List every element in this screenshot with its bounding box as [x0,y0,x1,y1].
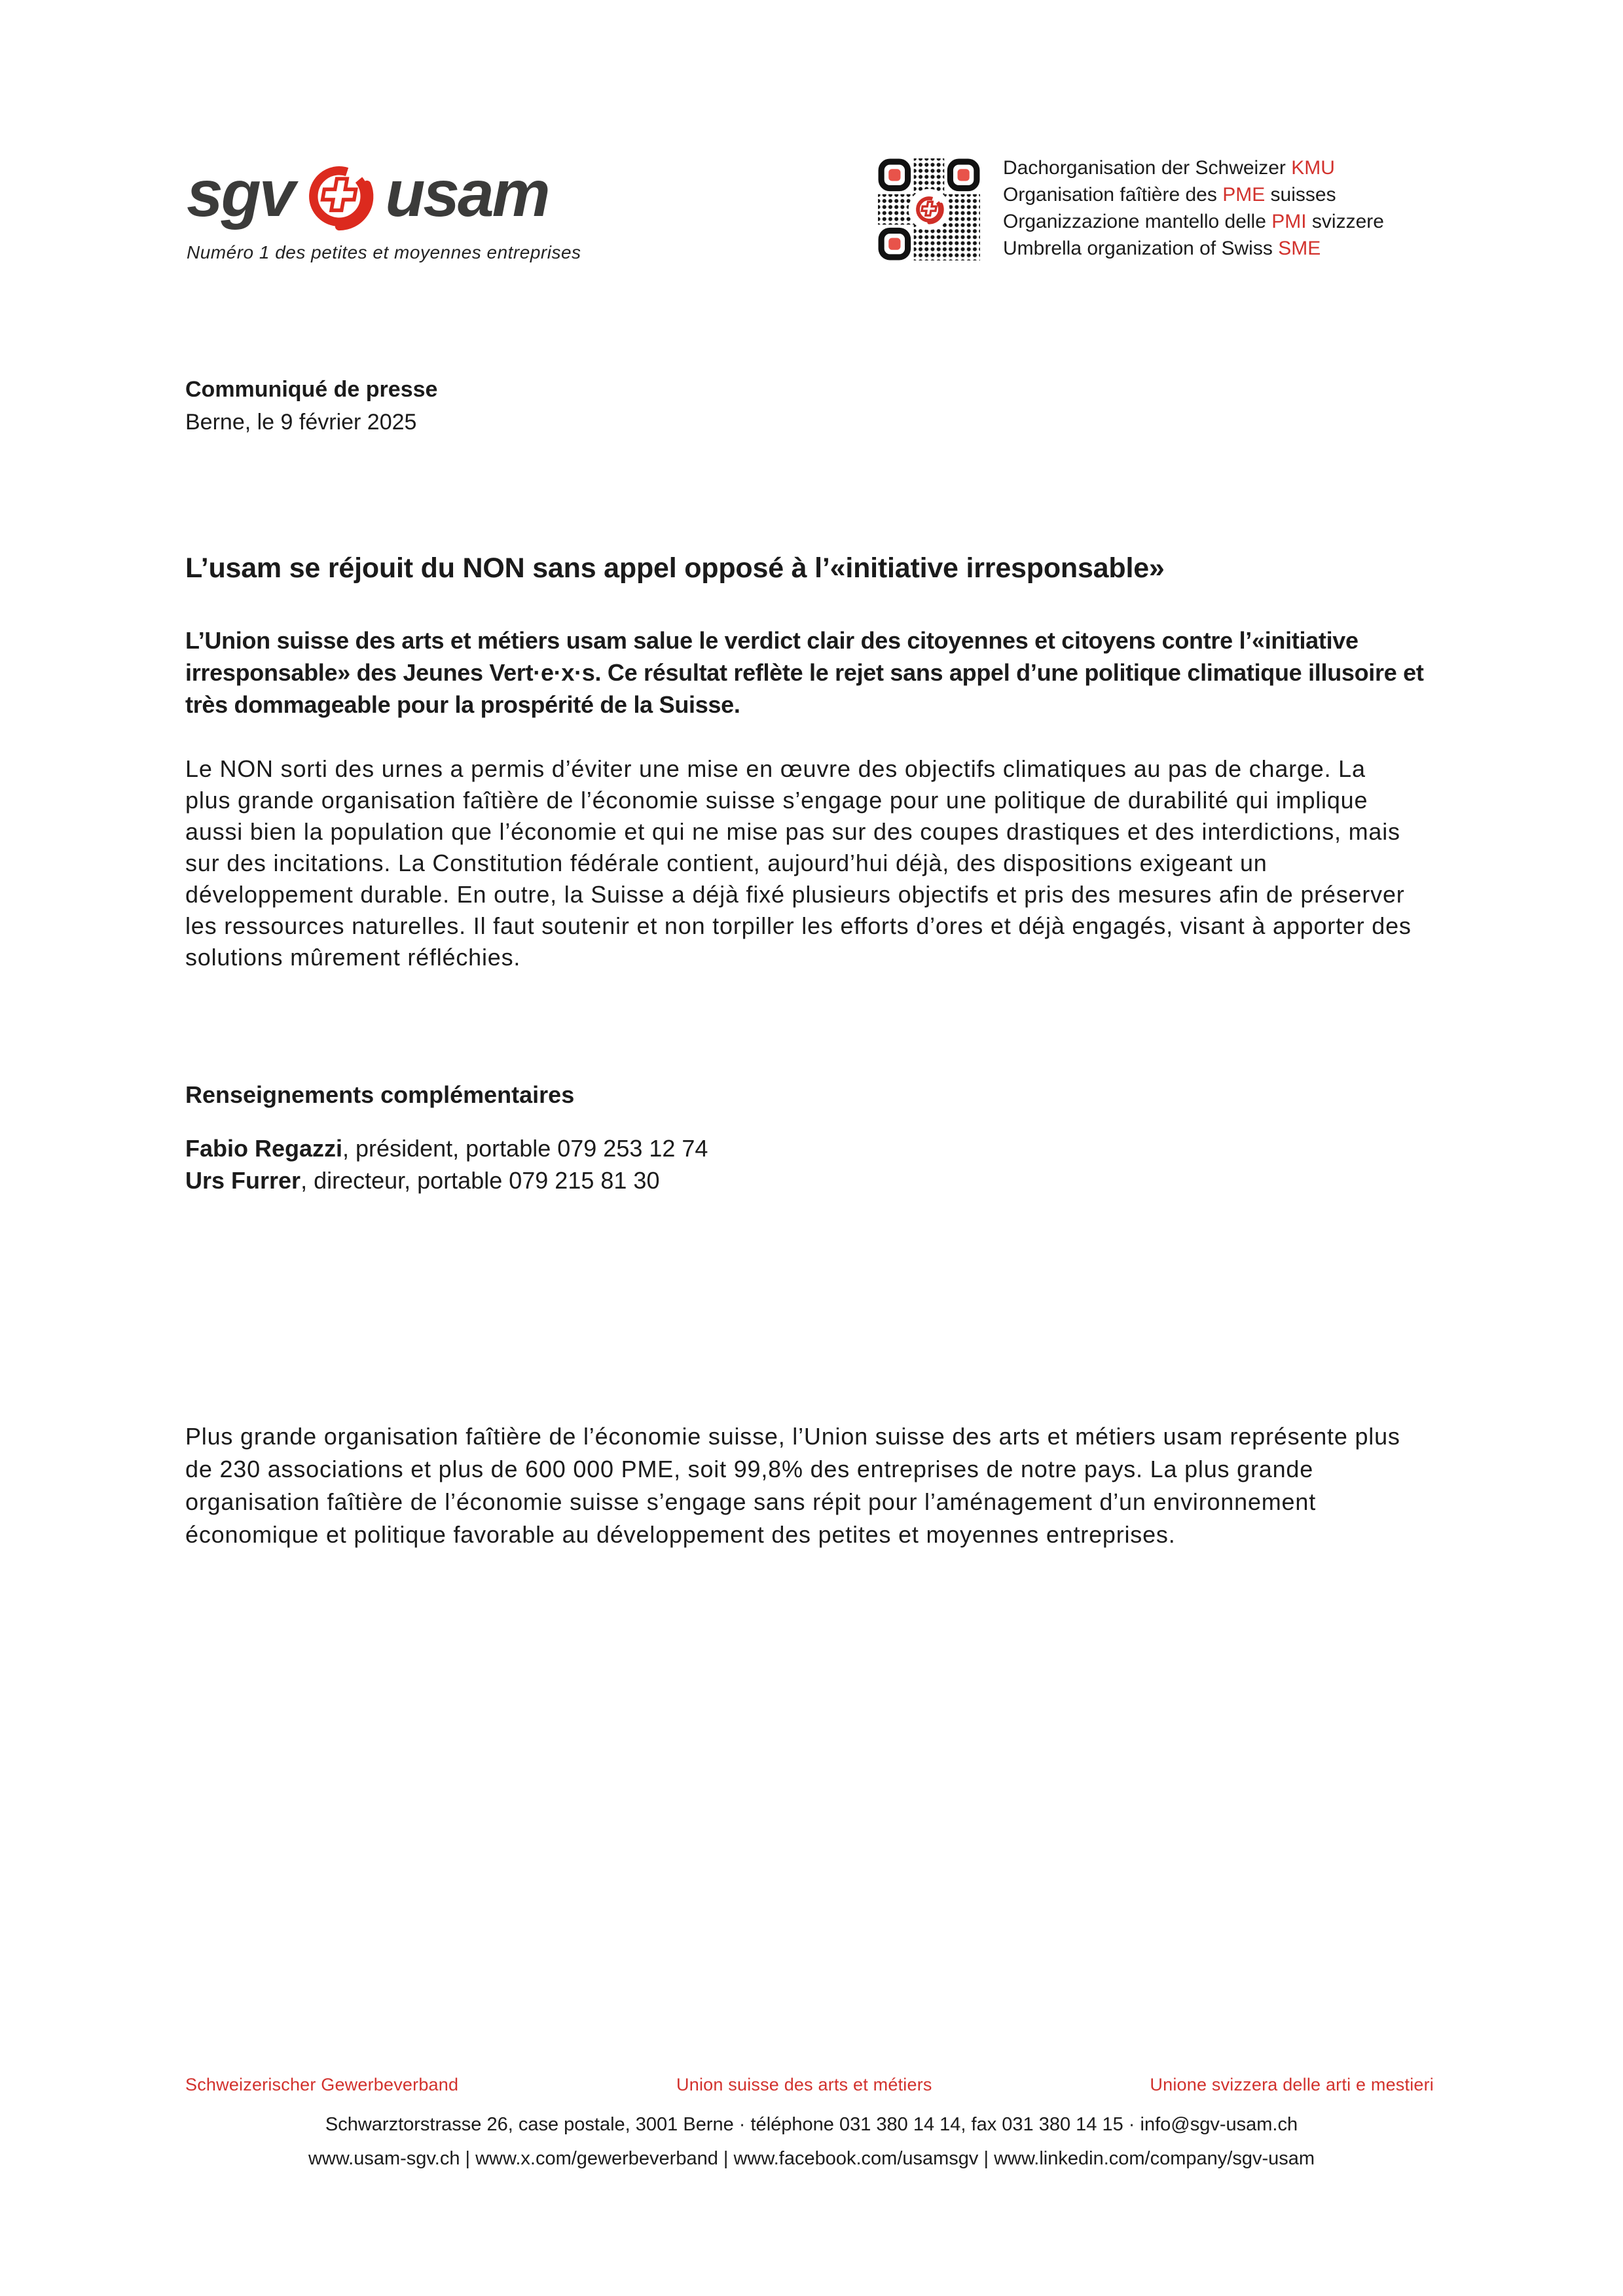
qr-code [875,156,983,263]
dateline: Berne, le 9 février 2025 [185,410,417,435]
contact-name: Fabio Regazzi [185,1135,343,1162]
contact-line [185,1164,708,1196]
footer-links-line: www.usam-sgv.ch | www.x.com/gewerbeverband | www.facebook.com/usamsgv | www.linkedin.com/company/sgv-usam [308,2148,1315,2169]
contacts-heading: Renseignements complémentaires [185,1081,575,1108]
body-paragraph: Le NON sorti des urnes a permis d’éviter une mise en œuvre des objectifs climatiques au pas de charge. La plus grande organisation faîtière de l’économie suisse s’engage pour une politique de durabilité qui implique aussi bien la population que l’économie et qui ne mise pas sur des coupes drastiques et des interdictions, mais sur des incitations. La Constitution fédérale contient, aujourd’hui déjà, des dispositions exigeant un développement durable. En outre, la Suisse a déjà fixé plusieurs objectifs et pris des mesures afin de préserver les ressources naturelles. Il faut soutenir et non torpiller les efforts d’ores et déjà engagés, visant à apporter des solutions mûrement réfléchies. [185,755,1412,971]
logo-text-usam: usam [385,157,549,230]
doc-type-label: Communiqué de presse [185,377,438,402]
org-description-line: Dachorganisation der Schweizer KMU [1003,157,1335,179]
boilerplate-paragraph: Plus grande organisation faîtière de l’économie suisse, l’Union suisse des arts et métiers usam représente plus de 230 associations et plus de 600 000 PME, soit 99,8% des entreprises de notre pays. La plus grande organisation faîtière de l’économie suisse s’engage sans répit pour l’aménagement d’un environnement économique et politique favorable au développement des petites et moyennes entreprises. [185,1423,1400,1548]
contact-name: Urs Furrer [185,1167,301,1194]
swiss-cross-at-icon [302,160,376,233]
logo-tagline: Numéro 1 des petites et moyennes entreprises [187,242,581,262]
footer-org-name-fr: Union suisse des arts et métiers [676,2075,932,2094]
footer-org-name-it: Unione svizzera delle arti e mestieri [1150,2075,1434,2094]
org-description-line: Organisation faîtière des PME suisses [1003,184,1336,206]
org-descriptions [1003,154,1384,262]
contact-line [185,1132,708,1164]
contact-details: , directeur, portable 079 215 81 30 [301,1167,660,1194]
contact-details: , président, portable 079 253 12 74 [342,1135,708,1162]
accent-sme: SME [1278,238,1321,259]
accent-kmu: KMU [1291,157,1335,179]
accent-pme: PME [1222,184,1266,206]
accent-pmi: PMI [1271,211,1307,232]
footer-org-name-de: Schweizerischer Gewerbeverband [185,2075,459,2094]
contacts-block [185,1132,708,1196]
press-meta [185,373,437,439]
logo-text-sgv: sgv [187,157,294,230]
sgv-usam-logo [187,157,581,230]
org-description-line: Umbrella organization of Swiss SME [1003,238,1321,259]
page-title: L’usam se réjouit du NON sans appel opposé à l’«initiative irresponsable» [185,552,1165,584]
footer-org-names [185,2075,1434,2095]
logo-block [187,157,581,263]
footer-address-line: Schwarztorstrasse 26, case postale, 3001 Berne · téléphone 031 380 14 14, fax 031 380 14 15 · info@sgv-usam.ch [325,2114,1298,2135]
org-description-line: Organizzazione mantello delle PMI svizzere [1003,211,1384,232]
lead-paragraph: L’Union suisse des arts et métiers usam salue le verdict clair des citoyennes et citoyens contre l’«initiative irresponsable» des Jeunes Vert·e·x·s. Ce résultat reflète le rejet sans appel d’une politique climatique illusoire et très dommageable pour la prospérité de la Suisse. [185,627,1424,718]
